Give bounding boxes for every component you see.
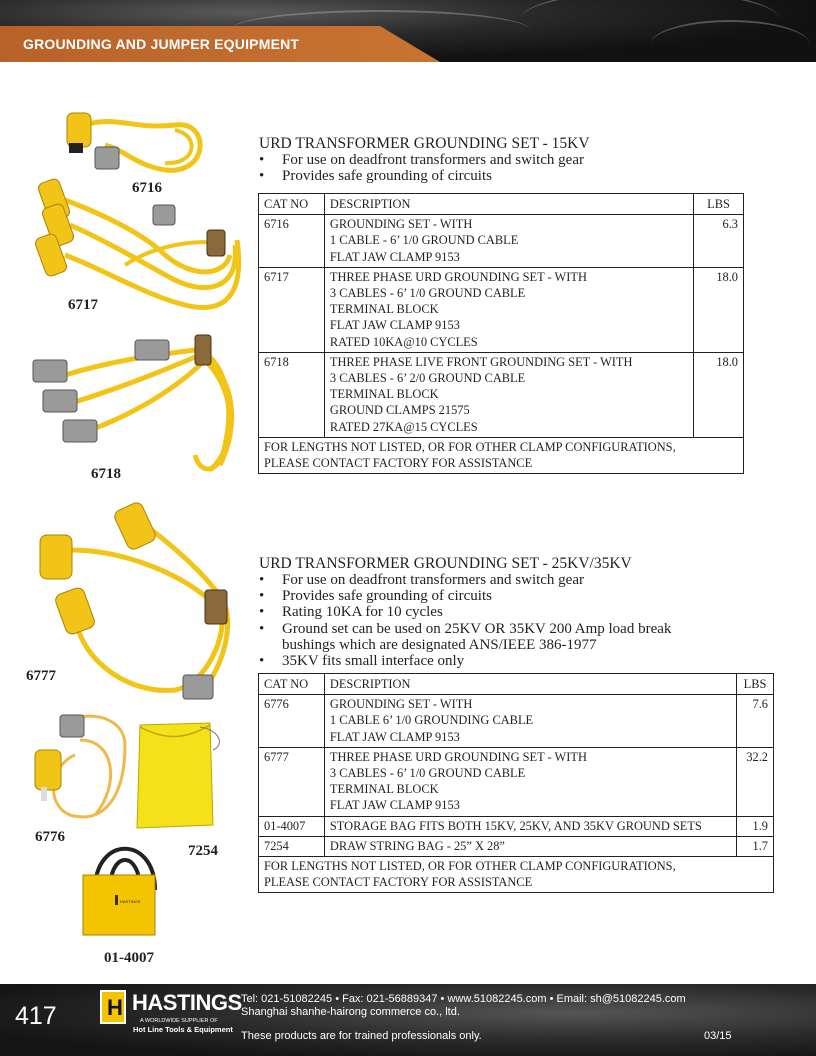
table-row <box>259 816 774 836</box>
lbs-cell: 7.6 <box>737 695 774 748</box>
product-7254-image <box>137 723 219 828</box>
description-line: TERMINAL BLOCK <box>329 387 439 402</box>
footer-company: Shanghai shanhe-hairong commerce co., ltd. <box>241 1006 460 1018</box>
description-line: THREE PHASE URD GROUNDING SET - WITH <box>329 749 587 764</box>
description-line: 3 CABLES - 6’ 2/0 GROUND CABLE <box>329 371 526 386</box>
lbs-cell: 1.7 <box>737 836 774 856</box>
section-25-35kv-bullets <box>259 572 671 669</box>
logo-mark: H <box>107 995 123 1020</box>
bullet-item <box>259 621 671 653</box>
column-header-description: DESCRIPTION <box>324 194 693 215</box>
lbs-cell: 6.3 <box>694 215 744 268</box>
description-line: GROUNDING SET - WITH <box>329 697 473 712</box>
description-line: RATED 27KA@15 CYCLES <box>329 419 478 434</box>
description-line: THREE PHASE LIVE FRONT GROUNDING SET - WITH <box>329 354 633 369</box>
lbs-cell: 32.2 <box>737 747 774 816</box>
hastings-logo-icon <box>100 990 126 1024</box>
product-6718-image <box>33 335 232 470</box>
bullet-item: • Provides safe grounding of circuits <box>259 588 671 604</box>
table-note <box>259 437 744 473</box>
hastings-logo-wordmark: HASTINGS <box>132 990 242 1015</box>
product-images-25-35kv <box>25 495 255 965</box>
description-line: FLAT JAW CLAMP 9153 <box>329 798 460 813</box>
table-note-row <box>259 857 774 893</box>
description-line: 1 CABLE - 6’ 1/0 GROUND CABLE <box>329 233 519 248</box>
cat-no-cell: 6717 <box>259 267 325 352</box>
column-header-cat-no: CAT NO <box>259 674 325 695</box>
cat-no-cell: 01-4007 <box>259 816 325 836</box>
cat-no-cell: 6718 <box>259 352 325 437</box>
table-note-row <box>259 437 744 473</box>
logo-tagline: A WORLDWIDE SUPPLIER OF <box>140 1018 218 1024</box>
description-line: 3 CABLES - 6’ 1/0 GROUND CABLE <box>329 766 526 781</box>
description-line: FLAT JAW CLAMP 9153 <box>329 729 460 744</box>
section-15kv-title: URD TRANSFORMER GROUNDING SET - 15KV <box>259 135 590 152</box>
description-line: RATED 10KA@10 CYCLES <box>329 334 478 349</box>
table-note <box>259 857 774 893</box>
section-banner-title: GROUNDING AND JUMPER EQUIPMENT <box>23 36 300 52</box>
note-line: PLEASE CONTACT FACTORY FOR ASSISTANCE <box>264 875 533 890</box>
figure-label-6716: 6716 <box>132 180 162 196</box>
product-images-15kv <box>25 105 255 485</box>
figure-label-01-4007: 01-4007 <box>104 950 154 966</box>
description-line: FLAT JAW CLAMP 9153 <box>329 249 460 264</box>
description-line: DRAW STRING BAG - 25” X 28” <box>329 838 505 853</box>
bullet-item: • For use on deadfront transformers and switch gear <box>259 572 671 588</box>
description-cell <box>324 215 693 268</box>
lbs-cell: 1.9 <box>737 816 774 836</box>
spec-table-15kv <box>258 193 744 474</box>
description-line: GROUNDING SET - WITH <box>329 217 473 232</box>
lbs-cell: 18.0 <box>694 267 744 352</box>
bullet-item: • 35KV fits small interface only <box>259 653 671 669</box>
description-cell <box>324 352 693 437</box>
section-15kv-bullets <box>259 152 584 184</box>
column-header-description: DESCRIPTION <box>324 674 736 695</box>
table-header-row <box>259 194 744 215</box>
table-header-row <box>259 674 774 695</box>
bullet-item: • Provides safe grounding of circuits <box>259 168 584 184</box>
table-row <box>259 747 774 816</box>
cat-no-cell: 6777 <box>259 747 325 816</box>
description-line: THREE PHASE URD GROUNDING SET - WITH <box>329 269 587 284</box>
table-row <box>259 695 774 748</box>
description-line: 1 CABLE 6’ 1/0 GROUNDING CABLE <box>329 713 534 728</box>
figure-label-6776: 6776 <box>35 829 65 845</box>
spec-table-25-35kv <box>258 673 774 893</box>
description-line: 3 CABLES - 6’ 1/0 GROUND CABLE <box>329 286 526 301</box>
product-01-4007-image <box>83 849 155 935</box>
page-number: 417 <box>15 1002 57 1030</box>
product-6777-image <box>40 501 228 699</box>
figure-label-6717: 6717 <box>68 297 98 313</box>
figure-label-6777: 6777 <box>26 668 56 684</box>
cat-no-cell: 6776 <box>259 695 325 748</box>
bullet-line: bushings which are designated ANS/IEEE 386-1977 <box>282 636 597 653</box>
footer-disclaimer: These products are for trained professionals only. <box>241 1030 482 1042</box>
description-line: TERMINAL BLOCK <box>329 302 439 317</box>
bullet-item: • For use on deadfront transformers and switch gear <box>259 152 584 168</box>
description-line: TERMINAL BLOCK <box>329 782 439 797</box>
bullet-line: • Ground set can be used on 25KV OR 35KV 200 Amp load break <box>282 620 672 637</box>
table-row <box>259 267 744 352</box>
product-6716-image <box>67 113 200 170</box>
table-row <box>259 352 744 437</box>
footer-date: 03/15 <box>704 1030 732 1042</box>
column-header-cat-no: CAT NO <box>259 194 325 215</box>
cat-no-cell: 6716 <box>259 215 325 268</box>
description-cell <box>324 836 736 856</box>
note-line: FOR LENGTHS NOT LISTED, OR FOR OTHER CLAMP CONFIGURATIONS, <box>264 859 676 874</box>
logo-subtitle: Hot Line Tools & Equipment <box>133 1025 233 1034</box>
description-cell <box>324 267 693 352</box>
table-row <box>259 215 744 268</box>
column-header-lbs: LBS <box>737 674 774 695</box>
header-decoration <box>650 20 810 62</box>
description-line: GROUND CLAMPS 21575 <box>329 403 470 418</box>
description-cell <box>324 747 736 816</box>
description-cell <box>324 695 736 748</box>
bag-print-text: HASTINGS <box>120 899 141 904</box>
column-header-lbs: LBS <box>694 194 744 215</box>
lbs-cell: 18.0 <box>694 352 744 437</box>
bullet-item: • Rating 10KA for 10 cycles <box>259 604 671 620</box>
description-cell <box>324 816 736 836</box>
figure-label-7254: 7254 <box>188 843 218 859</box>
footer-contact: Tel: 021-51082245 • Fax: 021-56889347 • www.51082245.com • Email: sh@51082245.com <box>241 993 686 1005</box>
figure-label-6718: 6718 <box>91 466 121 482</box>
description-line: FLAT JAW CLAMP 9153 <box>329 318 460 333</box>
note-line: FOR LENGTHS NOT LISTED, OR FOR OTHER CLAMP CONFIGURATIONS, <box>264 439 676 454</box>
cat-no-cell: 7254 <box>259 836 325 856</box>
table-row <box>259 836 774 856</box>
section-25-35kv-title: URD TRANSFORMER GROUNDING SET - 25KV/35KV <box>259 555 632 572</box>
description-line: STORAGE BAG FITS BOTH 15KV, 25KV, AND 35KV GROUND SETS <box>329 818 702 833</box>
note-line: PLEASE CONTACT FACTORY FOR ASSISTANCE <box>264 456 533 471</box>
product-6776-image <box>35 715 125 817</box>
